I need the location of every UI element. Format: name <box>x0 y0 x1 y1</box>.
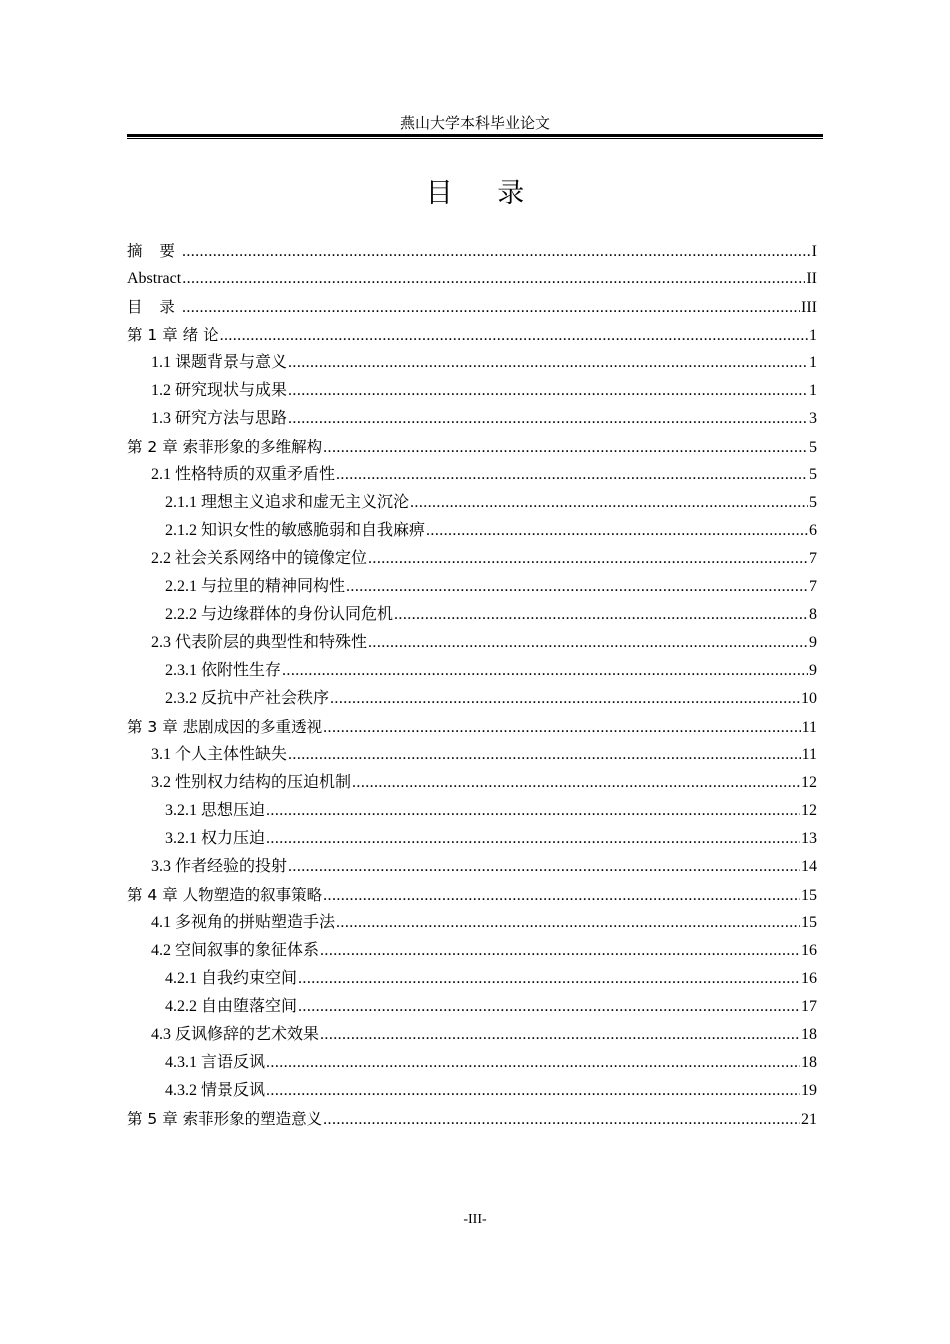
toc-entry[interactable] <box>127 1021 817 1049</box>
toc-entry-page: 8 <box>809 606 817 623</box>
toc-entry[interactable] <box>127 405 817 433</box>
toc-dot-leader <box>368 545 808 573</box>
toc-dot-leader <box>298 965 800 993</box>
toc-entry-label: 1.3 研究方法与思路 <box>151 410 288 427</box>
toc-entry-page: 1 <box>809 327 817 344</box>
toc-entry-page: 19 <box>801 1082 817 1099</box>
toc-dot-leader <box>320 937 800 965</box>
toc-entry[interactable] <box>127 461 817 489</box>
toc-entry[interactable] <box>127 237 817 265</box>
toc-entry-page: 18 <box>801 1054 817 1071</box>
toc-entry[interactable] <box>127 489 817 517</box>
toc-entry-label: 3.2 性别权力结构的压迫机制 <box>151 774 352 791</box>
toc-entry-page: 11 <box>801 719 817 736</box>
toc-entry-label: 第 3 章 悲剧成因的多重透视 <box>127 718 323 736</box>
toc-dot-leader <box>266 825 800 853</box>
toc-entry[interactable] <box>127 377 817 405</box>
toc-entry-label: 3.2.1 思想压迫 <box>165 802 266 819</box>
toc-entry-page: III <box>801 299 817 316</box>
toc-dot-leader <box>266 797 800 825</box>
header-rule-thick <box>127 134 823 137</box>
toc-dot-leader <box>336 909 800 937</box>
toc-entry-page: 1 <box>809 382 817 399</box>
toc-title: 目 录 <box>425 178 543 209</box>
toc-entry-page: 18 <box>801 1026 817 1043</box>
toc-entry-page: 16 <box>801 942 817 959</box>
toc-entry-label: 第 5 章 索菲形象的塑造意义 <box>127 1110 323 1128</box>
toc-dot-leader <box>182 265 805 293</box>
toc-entry[interactable] <box>127 657 817 685</box>
header-rule-thin <box>127 138 823 139</box>
toc-entry-page: 5 <box>809 439 817 456</box>
page-number: -III- <box>463 1212 487 1227</box>
toc-dot-leader <box>323 882 800 910</box>
toc-entry[interactable] <box>127 265 817 293</box>
toc-entry-label: 2.2.1 与拉里的精神同构性 <box>165 578 346 595</box>
toc-entry[interactable] <box>127 853 817 881</box>
toc-dot-leader <box>288 349 808 377</box>
toc-entry-label: 3.2.1 权力压迫 <box>165 830 266 847</box>
toc-dot-leader <box>288 853 800 881</box>
toc-entry-page: 14 <box>801 858 817 875</box>
toc-entry[interactable] <box>127 293 817 321</box>
toc-entry-page: I <box>811 243 817 260</box>
toc-entry-page: 12 <box>801 774 817 791</box>
toc-entry-label: 2.2 社会关系网络中的镜像定位 <box>151 550 368 567</box>
toc-entry[interactable] <box>127 1049 817 1077</box>
toc-entry-page: 7 <box>809 578 817 595</box>
toc-dot-leader <box>266 1049 800 1077</box>
running-header: 燕山大学本科毕业论文 <box>399 116 550 132</box>
toc-entry[interactable] <box>127 573 817 601</box>
toc-entry[interactable] <box>127 545 817 573</box>
toc-entry-label: 2.1 性格特质的双重矛盾性 <box>151 466 336 483</box>
toc-entry-label: Abstract <box>127 270 182 287</box>
toc-entry[interactable] <box>127 937 817 965</box>
toc-dot-leader <box>288 741 801 769</box>
toc-entry-page: 3 <box>809 410 817 427</box>
toc-entry[interactable] <box>127 881 817 909</box>
toc-entry-page: 10 <box>801 690 817 707</box>
toc-entry[interactable] <box>127 629 817 657</box>
toc-dot-leader <box>352 769 800 797</box>
toc-entry-label: 第 1 章 绪 论 <box>127 326 219 344</box>
toc-entry[interactable] <box>127 965 817 993</box>
toc-entry-label: 第 2 章 索菲形象的多维解构 <box>127 438 323 456</box>
toc-entry-label: 4.3.1 言语反讽 <box>165 1054 266 1071</box>
toc-dot-leader <box>426 517 808 545</box>
toc-entry-label: 3.3 作者经验的投射 <box>151 858 288 875</box>
toc-entry-label: 目 录 <box>127 298 181 316</box>
toc-entry[interactable] <box>127 825 817 853</box>
toc-dot-leader <box>220 322 808 350</box>
toc-entry-page: 13 <box>801 830 817 847</box>
toc-entry[interactable] <box>127 433 817 461</box>
toc-entry-label: 4.3.2 情景反讽 <box>165 1082 266 1099</box>
toc-entry[interactable] <box>127 741 817 769</box>
toc-entry-page: 5 <box>809 466 817 483</box>
toc-entry-label: 1.1 课题背景与意义 <box>151 354 288 371</box>
toc-entry-page: 6 <box>809 522 817 539</box>
toc-dot-leader <box>182 294 800 322</box>
toc-dot-leader <box>323 434 808 462</box>
toc-entry-page: 12 <box>801 802 817 819</box>
toc-dot-leader <box>394 601 808 629</box>
toc-entry[interactable] <box>127 713 817 741</box>
toc-entry-label: 4.2.1 自我约束空间 <box>165 970 298 987</box>
toc-entry-label: 第 4 章 人物塑造的叙事策略 <box>127 886 323 904</box>
toc-entry-label: 4.1 多视角的拼贴塑造手法 <box>151 914 336 931</box>
toc-entry-label: 2.1.1 理想主义追求和虚无主义沉沦 <box>165 494 410 511</box>
toc-entry-label: 2.3.1 依附性生存 <box>165 662 282 679</box>
toc-dot-leader <box>298 993 800 1021</box>
toc-dot-leader <box>346 573 808 601</box>
toc-entry-label: 2.1.2 知识女性的敏感脆弱和自我麻痹 <box>165 522 426 539</box>
table-of-contents <box>127 237 817 1133</box>
toc-entry-label: 4.2 空间叙事的象征体系 <box>151 942 320 959</box>
toc-entry-label: 2.3 代表阶层的典型性和特殊性 <box>151 634 368 651</box>
toc-entry-page: 11 <box>801 746 817 763</box>
toc-dot-leader <box>288 405 808 433</box>
toc-entry[interactable] <box>127 517 817 545</box>
toc-entry[interactable] <box>127 797 817 825</box>
toc-dot-leader <box>266 1077 800 1105</box>
toc-entry-label: 4.2.2 自由堕落空间 <box>165 998 298 1015</box>
toc-dot-leader <box>410 489 808 517</box>
toc-entry-label: 2.3.2 反抗中产社会秩序 <box>165 690 330 707</box>
toc-dot-leader <box>368 629 808 657</box>
toc-entry[interactable] <box>127 909 817 937</box>
toc-dot-leader <box>323 1106 800 1134</box>
toc-entry[interactable] <box>127 321 817 349</box>
toc-entry[interactable] <box>127 1077 817 1105</box>
toc-entry-page: 1 <box>809 354 817 371</box>
toc-entry-page: 15 <box>801 887 817 904</box>
toc-entry[interactable] <box>127 1105 817 1133</box>
toc-entry-page: 16 <box>801 970 817 987</box>
toc-entry-page: 5 <box>809 494 817 511</box>
toc-entry-page: 9 <box>809 634 817 651</box>
toc-entry[interactable] <box>127 993 817 1021</box>
toc-dot-leader <box>288 377 808 405</box>
toc-entry[interactable] <box>127 601 817 629</box>
toc-dot-leader <box>282 657 808 685</box>
toc-entry-page: 21 <box>801 1111 817 1128</box>
toc-entry-label: 2.2.2 与边缘群体的身份认同危机 <box>165 606 394 623</box>
toc-entry[interactable] <box>127 685 817 713</box>
toc-entry[interactable] <box>127 349 817 377</box>
toc-entry-page: 17 <box>801 998 817 1015</box>
toc-entry-page: II <box>806 270 817 287</box>
toc-dot-leader <box>330 685 800 713</box>
toc-entry-page: 9 <box>809 662 817 679</box>
toc-entry-page: 15 <box>801 914 817 931</box>
toc-entry-label: 4.3 反讽修辞的艺术效果 <box>151 1026 320 1043</box>
toc-entry[interactable] <box>127 769 817 797</box>
toc-dot-leader <box>336 461 808 489</box>
toc-entry-label: 3.1 个人主体性缺失 <box>151 746 288 763</box>
toc-dot-leader <box>182 238 811 266</box>
toc-entry-page: 7 <box>809 550 817 567</box>
toc-entry-label: 1.2 研究现状与成果 <box>151 382 288 399</box>
toc-dot-leader <box>320 1021 800 1049</box>
toc-dot-leader <box>323 714 800 742</box>
toc-entry-label: 摘 要 <box>127 242 181 260</box>
